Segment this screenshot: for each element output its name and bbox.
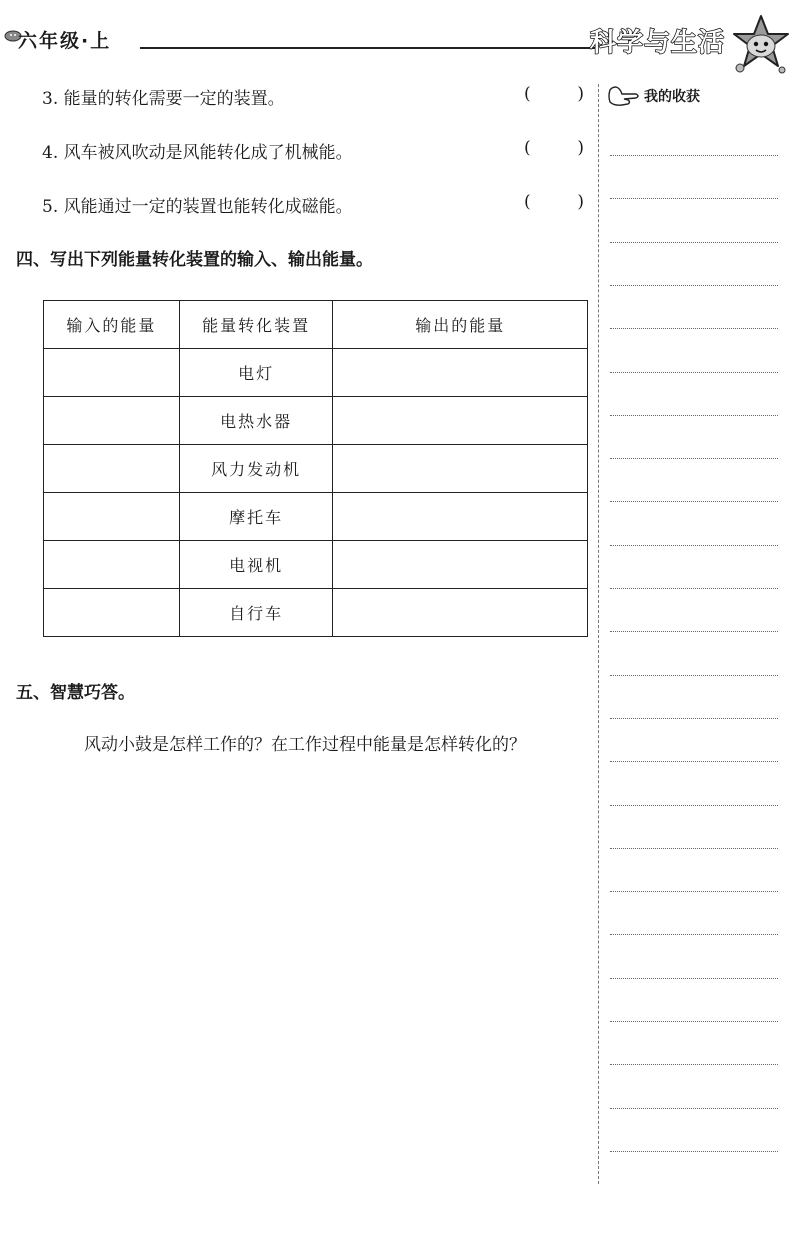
table-row [44,493,588,541]
note-line[interactable] [610,675,778,676]
header-rule [140,47,595,49]
note-line[interactable] [610,891,778,892]
table-row [44,541,588,589]
note-line[interactable] [610,372,778,373]
input-cell[interactable] [44,445,180,493]
table-row [44,445,588,493]
note-line[interactable] [610,978,778,979]
header-output-energy: 输出的能量 [333,301,588,349]
input-cell[interactable] [44,589,180,637]
section-5-title: 五、智慧巧答。 [16,683,135,703]
question-5: 5. 风能通过一定的装置也能转化成磁能。 [42,197,353,217]
note-line[interactable] [610,588,778,589]
table-row [44,349,588,397]
section-4-title: 四、写出下列能量转化装置的输入、输出能量。 [16,250,373,270]
note-line[interactable] [610,242,778,243]
output-cell[interactable] [333,541,588,589]
answer-bracket-3[interactable]: ( ) [524,84,584,104]
note-line[interactable] [610,155,778,156]
energy-table [43,300,588,637]
note-line[interactable] [610,501,778,502]
note-line[interactable] [610,1151,778,1152]
input-cell[interactable] [44,493,180,541]
note-line[interactable] [610,761,778,762]
device-cell: 摩托车 [179,493,333,541]
note-line[interactable] [610,848,778,849]
answer-bracket-5[interactable]: ( ) [524,192,584,212]
device-cell: 电视机 [179,541,333,589]
note-line[interactable] [610,328,778,329]
header-input-energy: 输入的能量 [44,301,180,349]
output-cell[interactable] [333,445,588,493]
output-cell[interactable] [333,397,588,445]
header-device: 能量转化装置 [179,301,333,349]
note-line[interactable] [610,1064,778,1065]
note-line[interactable] [610,1108,778,1109]
note-line[interactable] [610,934,778,935]
note-line[interactable] [610,458,778,459]
input-cell[interactable] [44,349,180,397]
star-mascot-icon [728,12,794,78]
table-row [44,397,588,445]
input-cell[interactable] [44,397,180,445]
pointing-hand-icon [606,84,644,108]
grade-label: 六年级·上 [18,30,112,52]
device-cell: 电灯 [179,349,333,397]
note-line[interactable] [610,198,778,199]
section-5-question: 风动小鼓是怎样工作的？在工作过程中能量是怎样转化的？ [84,735,526,755]
device-cell: 电热水器 [179,397,333,445]
sidebar-divider [598,84,599,1184]
table-header-row [44,301,588,349]
output-cell[interactable] [333,589,588,637]
output-cell[interactable] [333,349,588,397]
sidebar-header [606,84,700,108]
input-cell[interactable] [44,541,180,589]
question-3: 3. 能量的转化需要一定的装置。 [42,89,285,109]
note-line[interactable] [610,805,778,806]
sidebar-title: 我的收获 [644,89,700,105]
note-line[interactable] [610,631,778,632]
note-line[interactable] [610,415,778,416]
device-cell: 自行车 [179,589,333,637]
subject-title: 科学与生活 [590,28,726,58]
note-line[interactable] [610,1021,778,1022]
note-line[interactable] [610,545,778,546]
question-4: 4. 风车被风吹动是风能转化成了机械能。 [42,143,353,163]
note-line[interactable] [610,718,778,719]
output-cell[interactable] [333,493,588,541]
device-cell: 风力发动机 [179,445,333,493]
note-line[interactable] [610,285,778,286]
answer-bracket-4[interactable]: ( ) [524,138,584,158]
table-row [44,589,588,637]
